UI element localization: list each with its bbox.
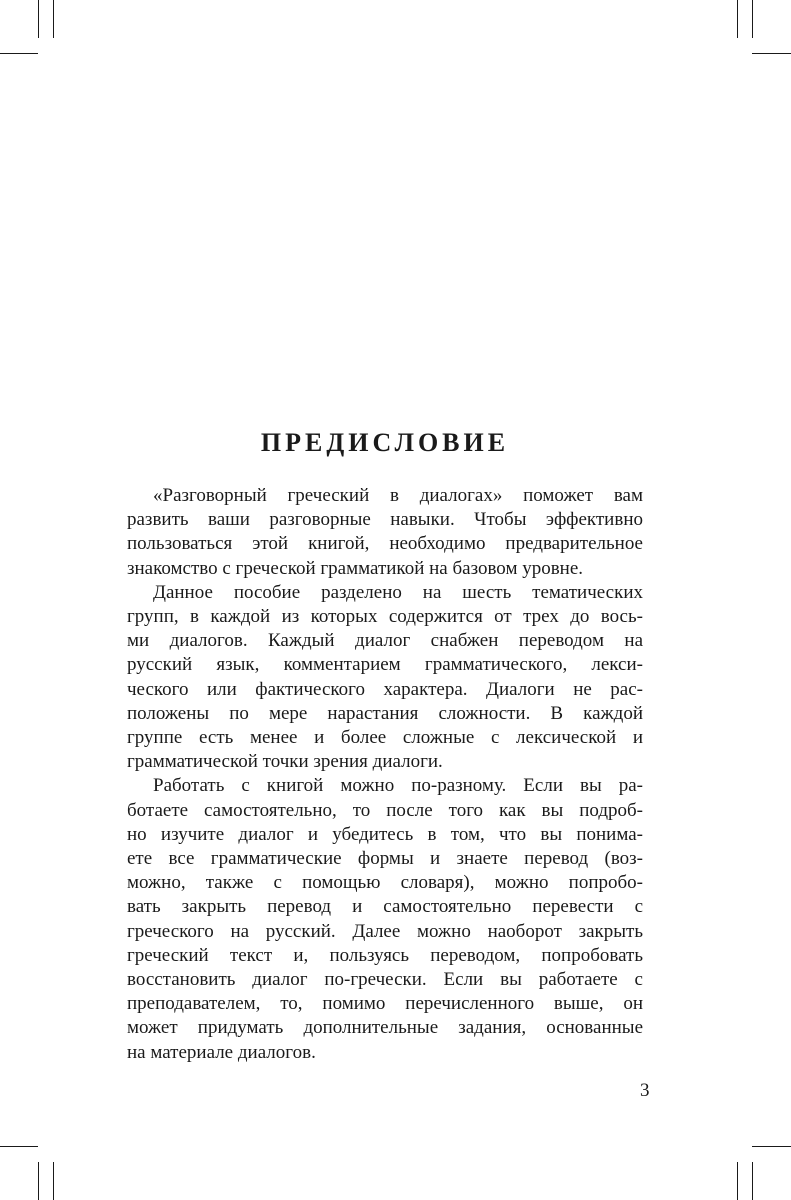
crop-mark xyxy=(53,0,54,38)
text-line: может придумать дополнительные задания, основанные xyxy=(127,1017,643,1039)
text-line: но изучите диалог и убедитесь в том, что вы понима- xyxy=(127,823,643,845)
crop-mark xyxy=(38,0,39,38)
page-number: 3 xyxy=(640,1080,650,1101)
page-title: ПРЕДИСЛОВИЕ xyxy=(260,428,510,457)
text-line: грамматической точки зрения диалоги. xyxy=(127,751,443,773)
crop-mark xyxy=(0,53,38,54)
paragraph xyxy=(127,484,643,581)
crop-mark xyxy=(737,1162,738,1200)
text-line: ботаете самостоятельно, то после того как вы подроб- xyxy=(127,799,643,821)
text-line: восстановить диалог по-гречески. Если вы работаете с xyxy=(127,969,643,991)
body-text xyxy=(127,484,643,1065)
text-line: развить ваши разговорные навыки. Чтобы эффективно xyxy=(127,509,643,531)
text-line: пользоваться этой книгой, необходимо предварительное xyxy=(127,533,643,555)
crop-mark xyxy=(53,1162,54,1200)
crop-mark xyxy=(0,1146,38,1147)
crop-mark xyxy=(737,0,738,38)
text-line: греческого на русский. Далее можно наоборот закрыть xyxy=(127,920,643,942)
text-line: групп, в каждой из которых содержится от трех до вось- xyxy=(127,606,643,628)
text-line: вать закрыть перевод и самостоятельно перевести с xyxy=(127,896,643,918)
crop-mark xyxy=(38,1162,39,1200)
text-line: ете все грамматические формы и знаете перевод (воз- xyxy=(127,848,643,870)
crop-mark xyxy=(752,53,791,54)
text-line: преподавателем, то, помимо перечисленного выше, он xyxy=(127,993,643,1015)
crop-mark xyxy=(752,0,753,38)
text-line: на материале диалогов. xyxy=(127,1041,316,1063)
text-line: ческого или фактического характера. Диалоги не рас- xyxy=(127,678,643,700)
crop-mark xyxy=(752,1146,791,1147)
text-line: знакомство с греческой грамматикой на базовом уровне. xyxy=(127,557,584,579)
text-line: положены по мере нарастания сложности. В каждой xyxy=(127,702,643,724)
text-line: Работать с книгой можно по-разному. Если вы ра- xyxy=(153,775,643,797)
text-line: русский язык, комментарием грамматического, лекси- xyxy=(127,654,643,676)
text-line: ми диалогов. Каждый диалог снабжен переводом на xyxy=(127,630,643,652)
paragraph xyxy=(127,581,643,775)
text-line: «Разговорный греческий в диалогах» поможет вам xyxy=(153,485,643,506)
text-line: группе есть менее и более сложные с лексической и xyxy=(127,727,643,749)
text-line: греческий текст и, пользуясь переводом, попробовать xyxy=(127,944,643,966)
crop-mark xyxy=(752,1162,753,1200)
paragraph xyxy=(127,774,643,1064)
text-line: Данное пособие разделено на шесть тематических xyxy=(153,581,643,603)
text-line: можно, также с помощью словаря), можно попробо- xyxy=(127,872,643,894)
